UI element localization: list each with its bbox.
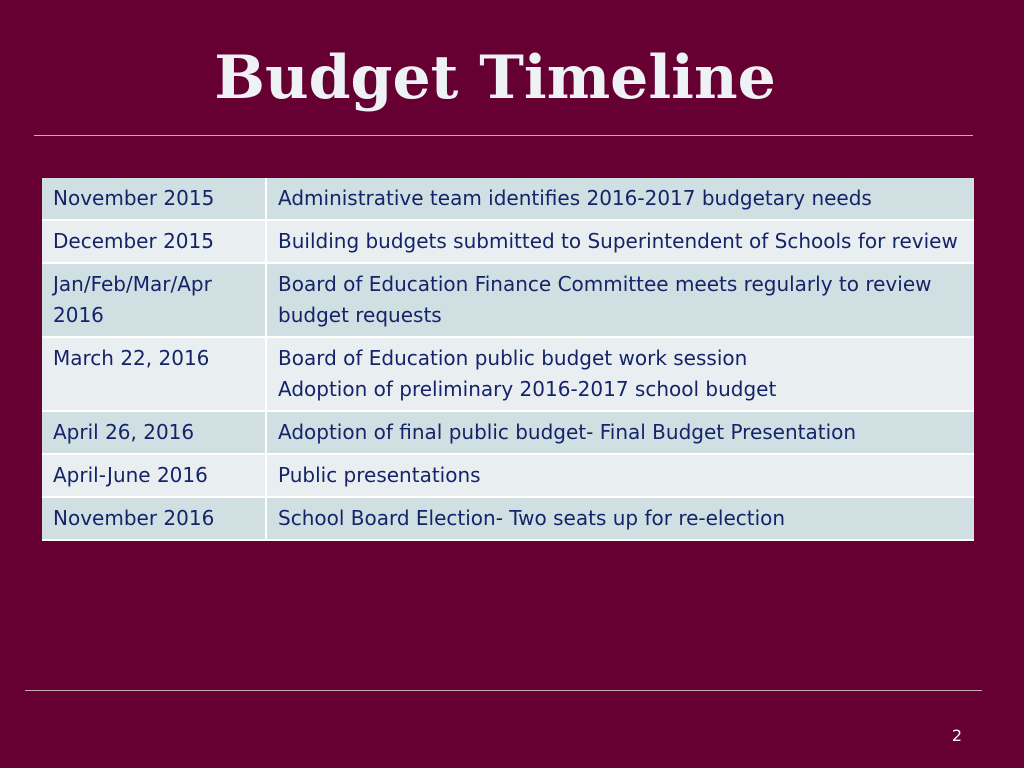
timeline-date: March 22, 2016 — [42, 338, 267, 412]
table-row — [42, 178, 974, 221]
timeline-date: April-June 2016 — [42, 455, 267, 498]
footer-divider — [25, 690, 982, 691]
table-row — [42, 412, 974, 455]
event-line: Adoption of final public budget- Final Budget Presentation — [278, 420, 857, 444]
timeline-event — [267, 412, 974, 455]
event-line: Administrative team identifies 2016-2017 budgetary needs — [278, 186, 872, 210]
event-line: Public presentations — [278, 463, 481, 487]
timeline-date: November 2016 — [42, 498, 267, 541]
event-line: Board of Education Finance Committee meets regularly to review budget requests — [278, 272, 932, 327]
timeline-event — [267, 455, 974, 498]
table-row — [42, 264, 974, 338]
event-line: Board of Education public budget work session — [278, 346, 748, 370]
table-row — [42, 498, 974, 541]
slide-title: Budget Timeline — [214, 43, 776, 113]
timeline-date: December 2015 — [42, 221, 267, 264]
budget-timeline-table — [42, 178, 974, 541]
timeline-event — [267, 264, 974, 338]
table-row — [42, 221, 974, 264]
timeline-event — [267, 498, 974, 541]
timeline-event — [267, 338, 974, 412]
title-divider — [34, 135, 973, 136]
event-line: Building budgets submitted to Superintendent of Schools for review — [278, 229, 958, 253]
timeline-date: April 26, 2016 — [42, 412, 267, 455]
table-row — [42, 338, 974, 412]
event-line: School Board Election- Two seats up for re-election — [278, 506, 786, 530]
page-number: 2 — [951, 726, 962, 745]
timeline-date: Jan/Feb/Mar/Apr 2016 — [42, 264, 267, 338]
timeline-event — [267, 221, 974, 264]
table-row — [42, 455, 974, 498]
event-line: Adoption of preliminary 2016-2017 school budget — [278, 377, 777, 401]
timeline-event — [267, 178, 974, 221]
timeline-date: November 2015 — [42, 178, 267, 221]
